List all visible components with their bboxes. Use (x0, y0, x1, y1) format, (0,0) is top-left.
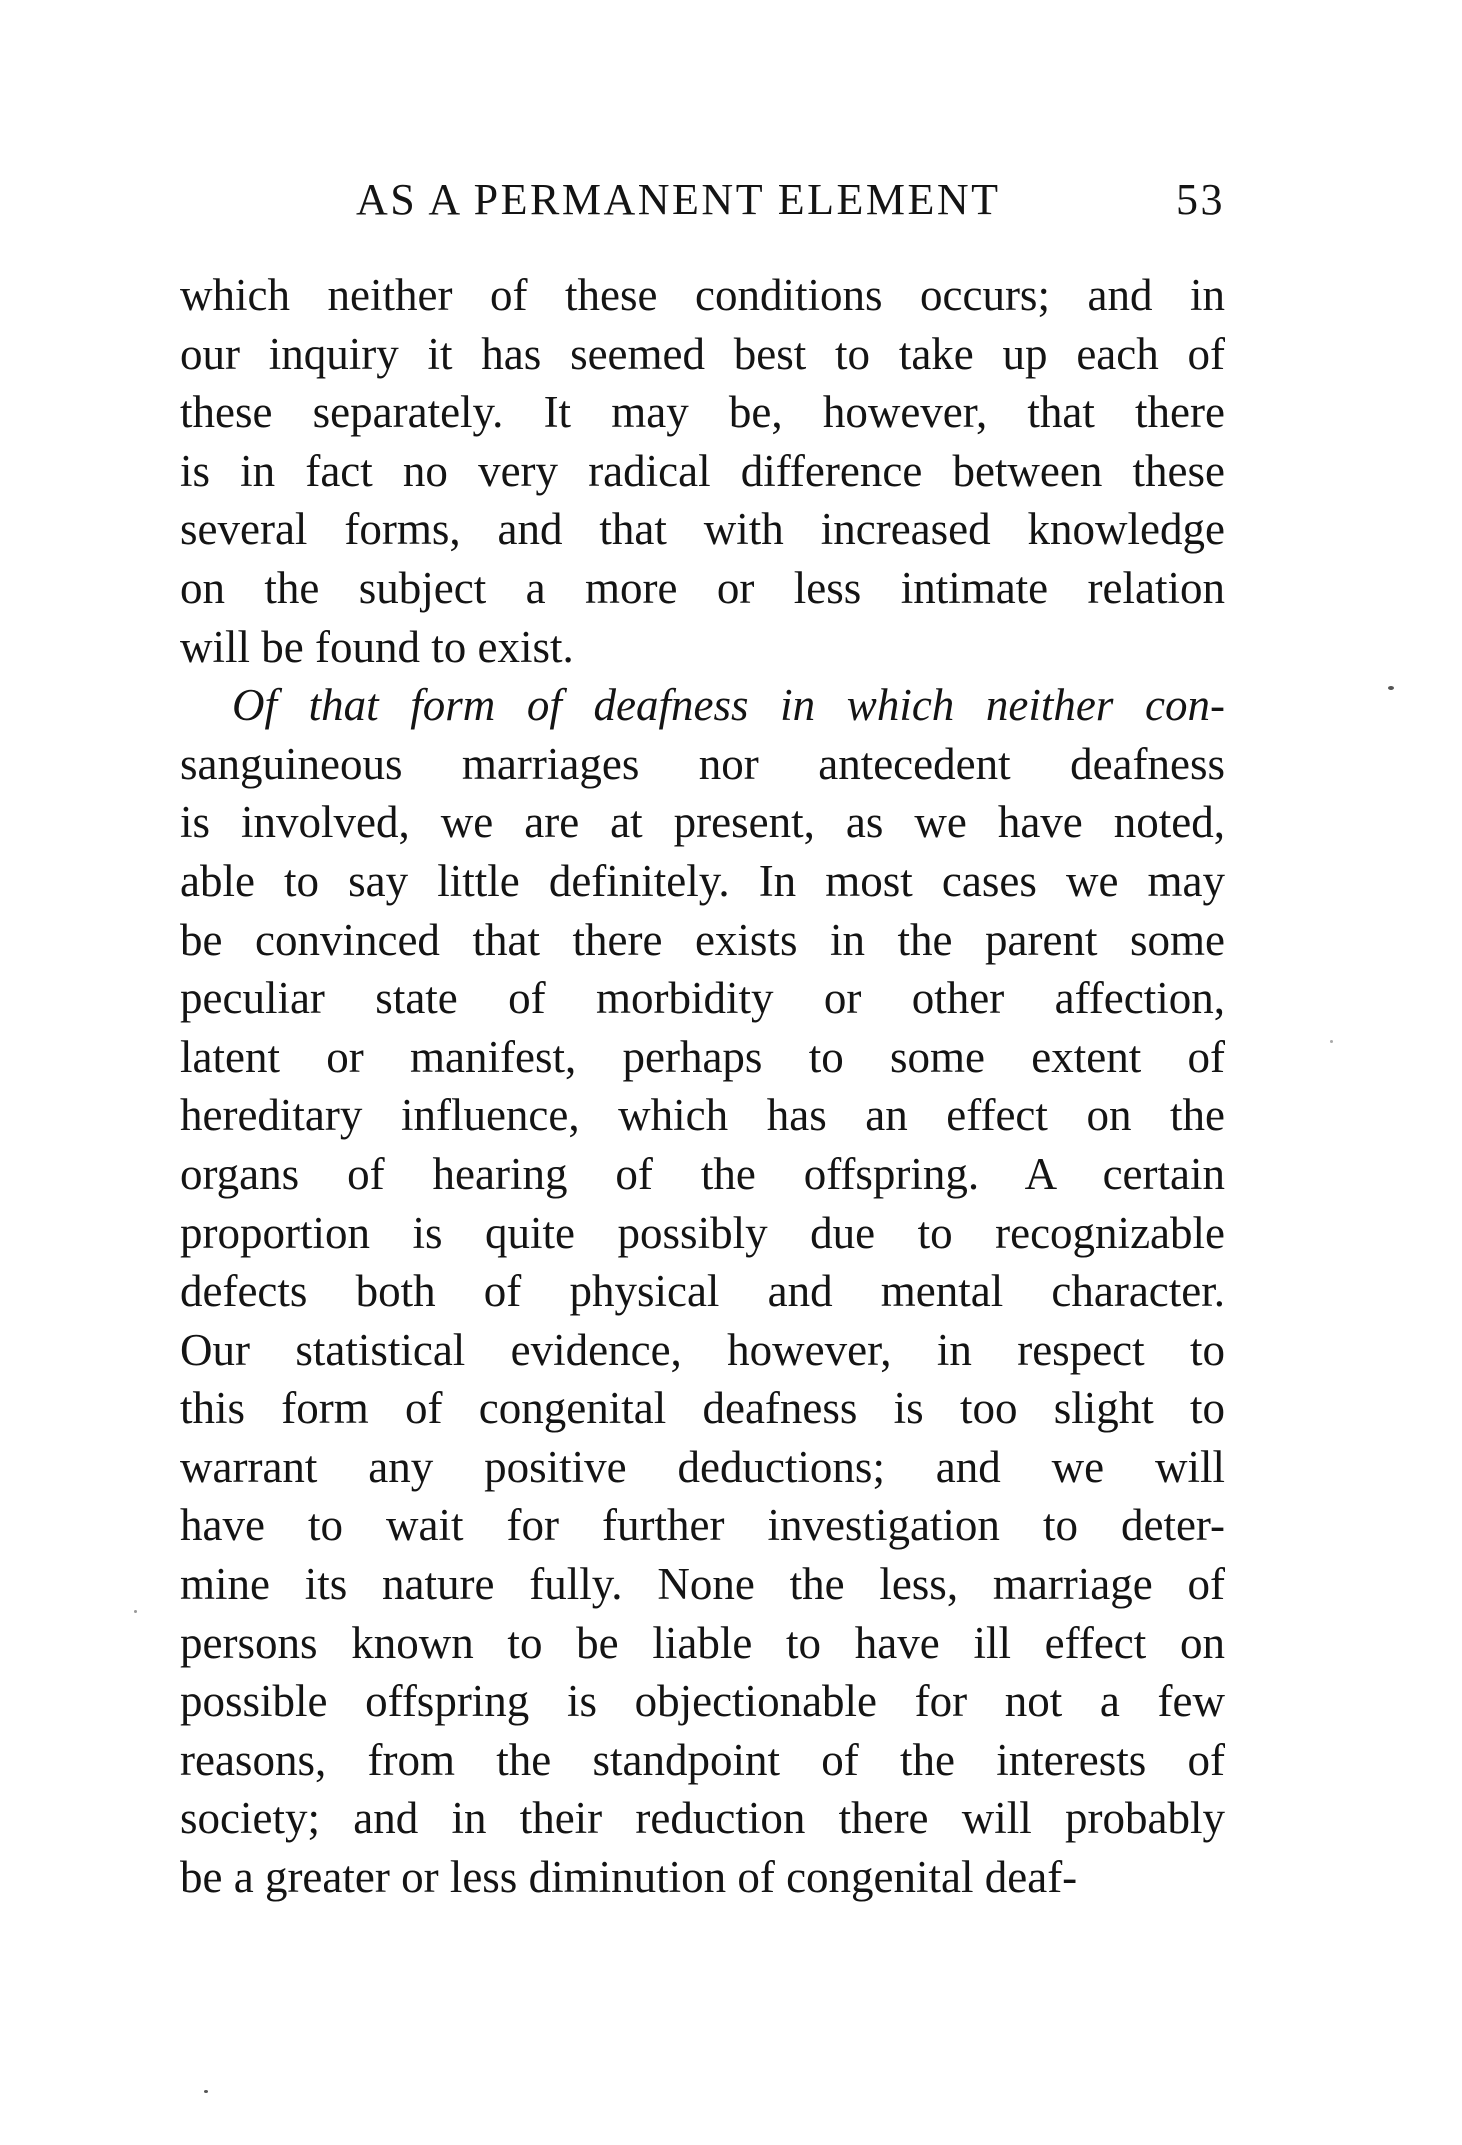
text-line: latent or manifest, perhaps to some extent of (180, 1031, 1225, 1082)
text-line: society; and in their reduction there will probably (180, 1793, 1225, 1844)
text-line: be convinced that there exists in the parent some (180, 914, 1225, 965)
text-line: organs of hearing of the offspring. A certain (180, 1148, 1225, 1199)
page-number: 53 (1176, 175, 1225, 224)
text-line: several forms, and that with increased knowledge (180, 504, 1225, 555)
scan-speck (1330, 1040, 1333, 1043)
text-line: defects both of physical and mental character. (180, 1266, 1225, 1317)
text-line: able to say little definitely. In most cases we may (180, 855, 1225, 906)
text-line-italic: Of that form of deafness in which neither con- (232, 680, 1225, 731)
text-line: possible offspring is objectionable for not a few (180, 1676, 1225, 1727)
body-text (180, 266, 1225, 1907)
text-line: have to wait for further investigation to deter- (180, 1500, 1225, 1551)
text-line: mine its nature fully. None the less, marriage of (180, 1559, 1225, 1610)
text-line: which neither of these conditions occurs; and in (180, 270, 1225, 320)
text-line: warrant any positive deductions; and we will (180, 1441, 1225, 1492)
text-line: these separately. It may be, however, that there (180, 387, 1225, 438)
text-line: is involved, we are at present, as we have noted, (180, 797, 1225, 848)
running-head (180, 174, 1225, 230)
text-line: Our statistical evidence, however, in respect to (180, 1324, 1225, 1375)
text-line: will be found to exist. (180, 621, 574, 672)
running-title: AS A PERMANENT ELEMENT (356, 175, 1001, 224)
text-line: peculiar state of morbidity or other affection, (180, 973, 1225, 1024)
scan-speck (1388, 686, 1394, 690)
text-line: reasons, from the standpoint of the interests of (180, 1734, 1225, 1785)
text-line: persons known to be liable to have ill effect on (180, 1617, 1225, 1668)
text-line: this form of congenital deafness is too slight to (180, 1383, 1225, 1434)
text-line: be a greater or less diminution of congenital deaf- (180, 1852, 1078, 1903)
text-line: our inquiry it has seemed best to take up each of (180, 328, 1225, 379)
text-line: on the subject a more or less intimate relation (180, 562, 1225, 613)
text-line: sanguineous marriages nor antecedent deafness (180, 738, 1225, 789)
scan-speck (204, 2090, 208, 2093)
scan-speck (134, 1610, 137, 1613)
text-line: is in fact no very radical difference between these (180, 445, 1225, 496)
text-line: proportion is quite possibly due to recognizable (180, 1207, 1225, 1258)
text-line: hereditary influence, which has an effect on the (180, 1090, 1225, 1141)
